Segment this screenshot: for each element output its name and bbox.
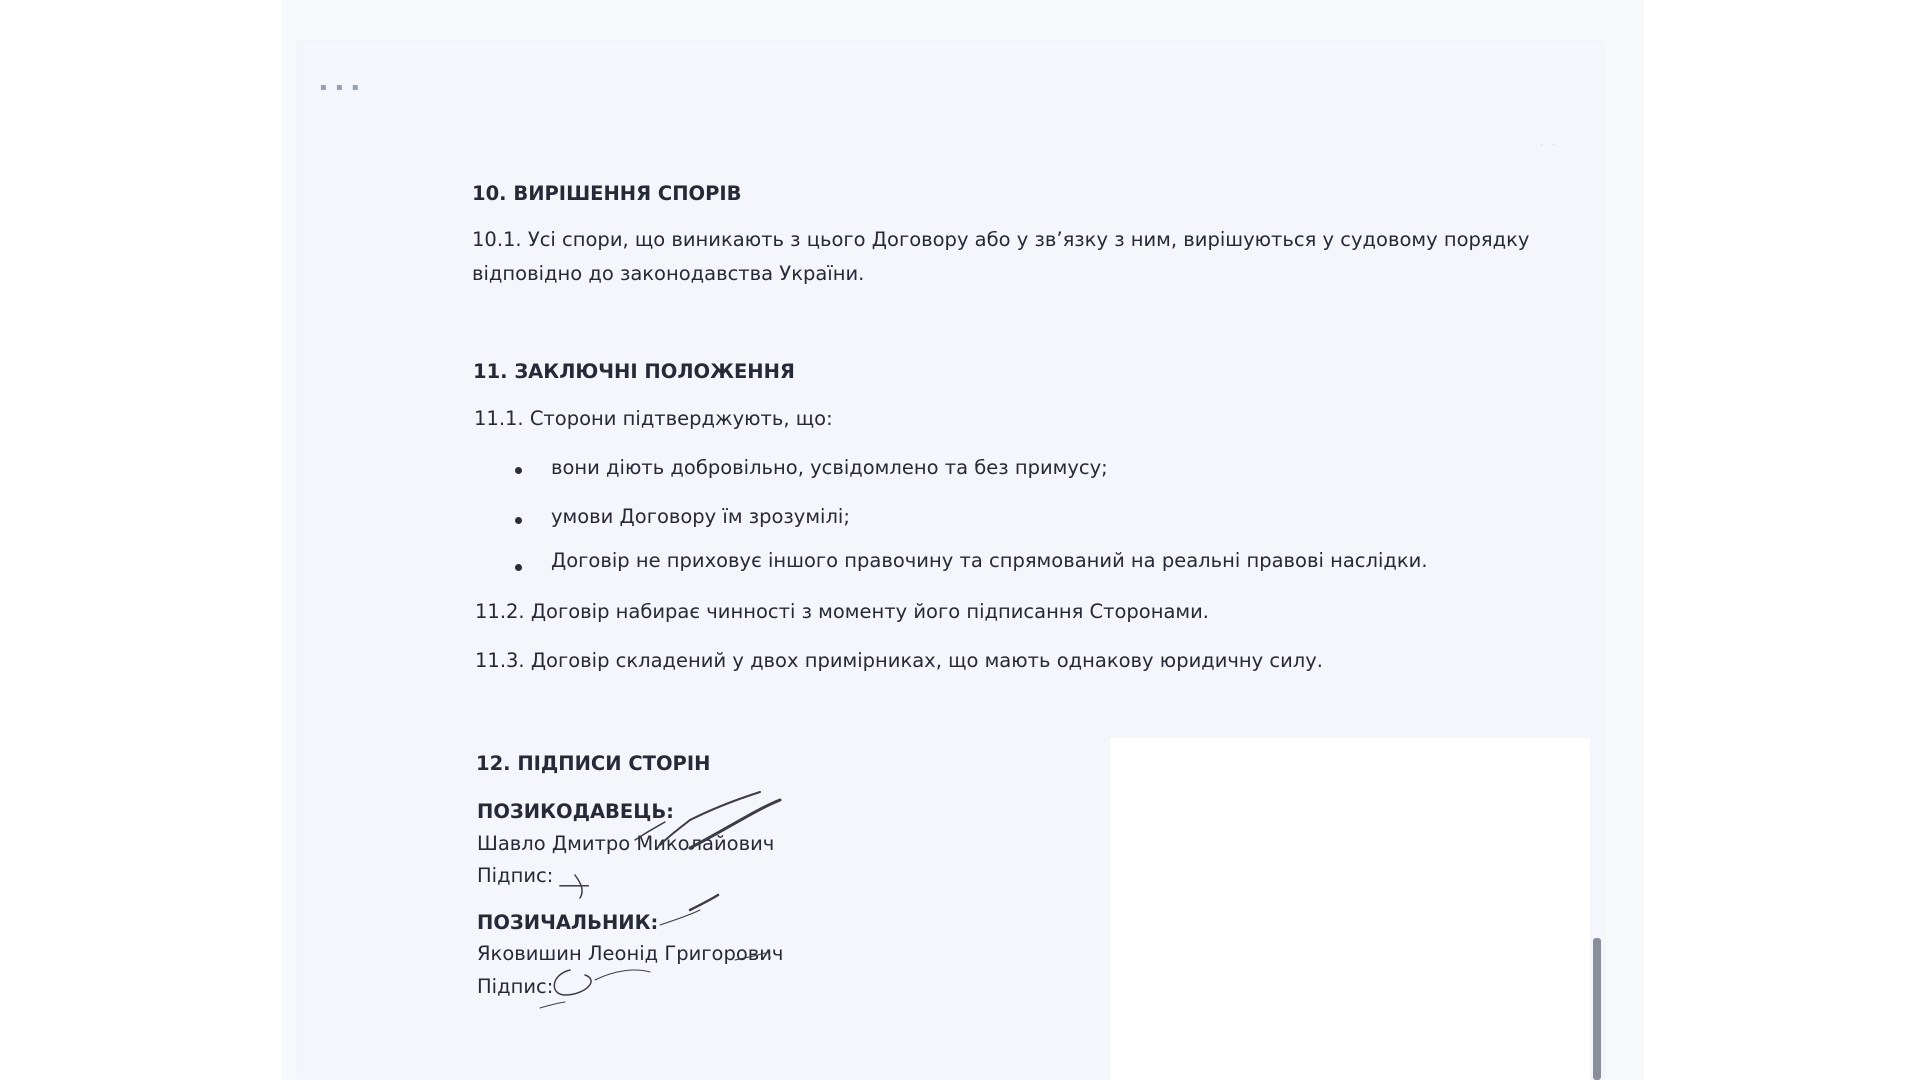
bullet-dot — [515, 467, 522, 474]
scan-artifact: ▪ ▪ ▪ — [320, 82, 362, 93]
section-10-paragraph-line-1: 10.1. Усі спори, що виникають з цього Договору або у зв’язку з ним, вирішуються у судовому порядку — [472, 228, 1530, 251]
borrower-label: ПОЗИЧАЛЬНИК: — [477, 911, 659, 934]
section-11-paragraph-1: 11.1. Сторони підтверджують, що: — [474, 407, 833, 430]
bullet-dot — [515, 517, 522, 524]
lender-signature-line: Підпис: ___ — [477, 864, 589, 887]
section-11-paragraph-3: 11.3. Договір складений у двох примірниках, що мають однакову юридичну силу. — [475, 649, 1324, 672]
lender-name: Шавло Дмитро Миколайович — [477, 832, 775, 855]
section-10-paragraph-line-2: відповідно до законодавства України. — [472, 262, 865, 285]
section-10-heading: 10. ВИРІШЕННЯ СПОРІВ — [472, 182, 742, 205]
vertical-scrollbar[interactable] — [1593, 938, 1601, 1080]
section-11-paragraph-2: 11.2. Договір набирає чинності з моменту його підписання Сторонами. — [475, 600, 1209, 623]
handwritten-signature — [540, 790, 900, 1030]
bullet-item-1: вони діють добровільно, усвідомлено та без примусу; — [551, 456, 1108, 479]
lender-label: ПОЗИКОДАВЕЦЬ: — [477, 800, 674, 823]
section-11-heading: 11. ЗАКЛЮЧНІ ПОЛОЖЕННЯ — [473, 360, 795, 383]
bullet-item-3: Договір не приховує іншого правочину та спрямований на реальні правові наслідки. — [551, 549, 1428, 572]
section-12-heading: 12. ПІДПИСИ СТОРІН — [476, 752, 711, 775]
bullet-dot — [515, 564, 522, 571]
borrower-name: Яковишин Леонід Григорович — [477, 942, 784, 965]
redacted-area — [1110, 738, 1590, 1080]
borrower-signature-line: Підпис: — [477, 975, 554, 998]
bullet-item-2: умови Договору їм зрозумілі; — [551, 505, 850, 528]
scan-artifact: · · — [1540, 140, 1559, 151]
